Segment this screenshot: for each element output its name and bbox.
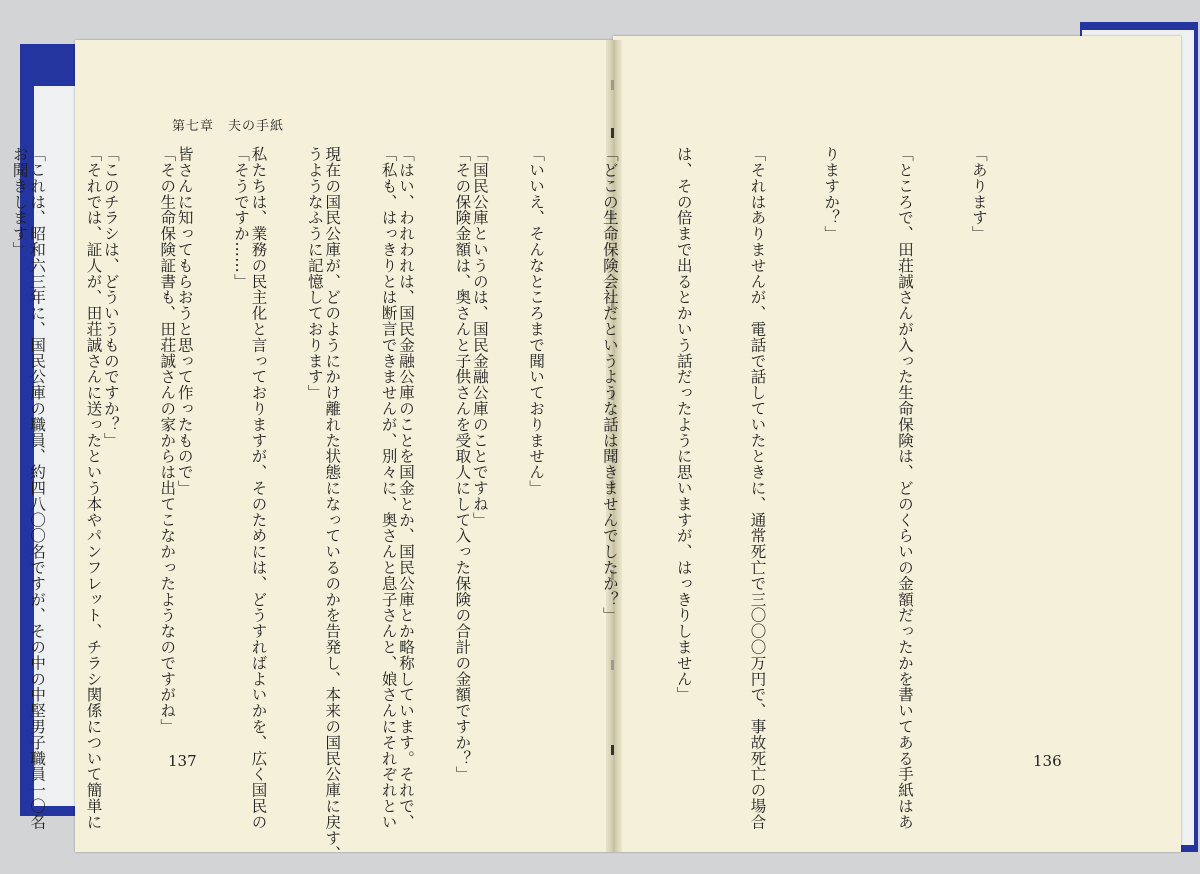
text-line: 「そうですか……」 xyxy=(232,146,250,290)
text-line: は、その倍まで出るとかいう話だったように思いますが、はっきりしません」 xyxy=(674,146,693,703)
binding-stitch xyxy=(611,745,614,755)
text-line: 「いいえ、そんなところまで聞いておりません」 xyxy=(527,146,546,496)
text-line: 皆さんに知ってもらおうと思って作ったもので」 xyxy=(175,146,194,496)
running-head: 第七章 夫の手紙 xyxy=(172,119,285,134)
text-line: 「あります」 xyxy=(969,146,988,242)
text-line: お聞きします」 xyxy=(10,146,29,258)
text-line: 私たちは、業務の民主化と言っておりますが、そのためには、どうすればよいかを、広く国民の xyxy=(249,146,268,830)
text-line: 「その保険金額は、奥さんと子供さんを受取人にして入った保険の合計の金額ですか？」 xyxy=(453,146,472,782)
binding-stitch xyxy=(611,80,614,90)
text-line: 「これは、昭和六三年に、国民公庫の職員、約四八〇〇名ですが、その中の中堅男子職員一〇名 xyxy=(28,146,47,830)
text-line: 「それはありませんが、電話で話していたときに、通常死亡で三〇〇〇万円で、事故死亡の場合 xyxy=(748,146,767,830)
text-line: りますか？」 xyxy=(822,146,841,242)
text-line: 「国民公庫というのは、国民金融公庫のことですね」 xyxy=(470,146,489,528)
text-line: 現在の国民公庫が、どのようにかけ離れた状態になっているのかを告発し、本来の国民公庫に戻す、 xyxy=(323,146,342,862)
text-line: 「どこの生命保険会社だというような話は聞きませんでしたか？」 xyxy=(600,146,619,623)
text-line: 「ところで、田荘誠さんが入った生命保険は、どのくらいの金額だったかを書いてある手紙はあ xyxy=(896,146,915,830)
text-line: 「はい、われわれは、国民金融公庫のことを国金とか、国民公庫とか略称しています。それで、 xyxy=(397,146,416,830)
text-line: 「私も、はっきりとは断言できませんが、別々に、奥さんと息子さんと、娘さんにそれぞれとい xyxy=(379,146,398,830)
page-number-left: 137 xyxy=(168,752,197,770)
text-line: 「それでは、証人が、田荘誠さんに送ったという本やパンフレット、チラシ関係について簡単に xyxy=(84,146,103,830)
page-number-right: 136 xyxy=(1033,752,1062,770)
text-line: 「その生命保険証書も、田荘誠さんの家からは出てこなかったようなのですがね」 xyxy=(158,146,177,735)
binding-stitch xyxy=(611,128,614,138)
text-line: うようなふうに記憶しております」 xyxy=(305,146,324,401)
text-line: 「このチラシは、どういうものですか？」 xyxy=(101,146,120,449)
